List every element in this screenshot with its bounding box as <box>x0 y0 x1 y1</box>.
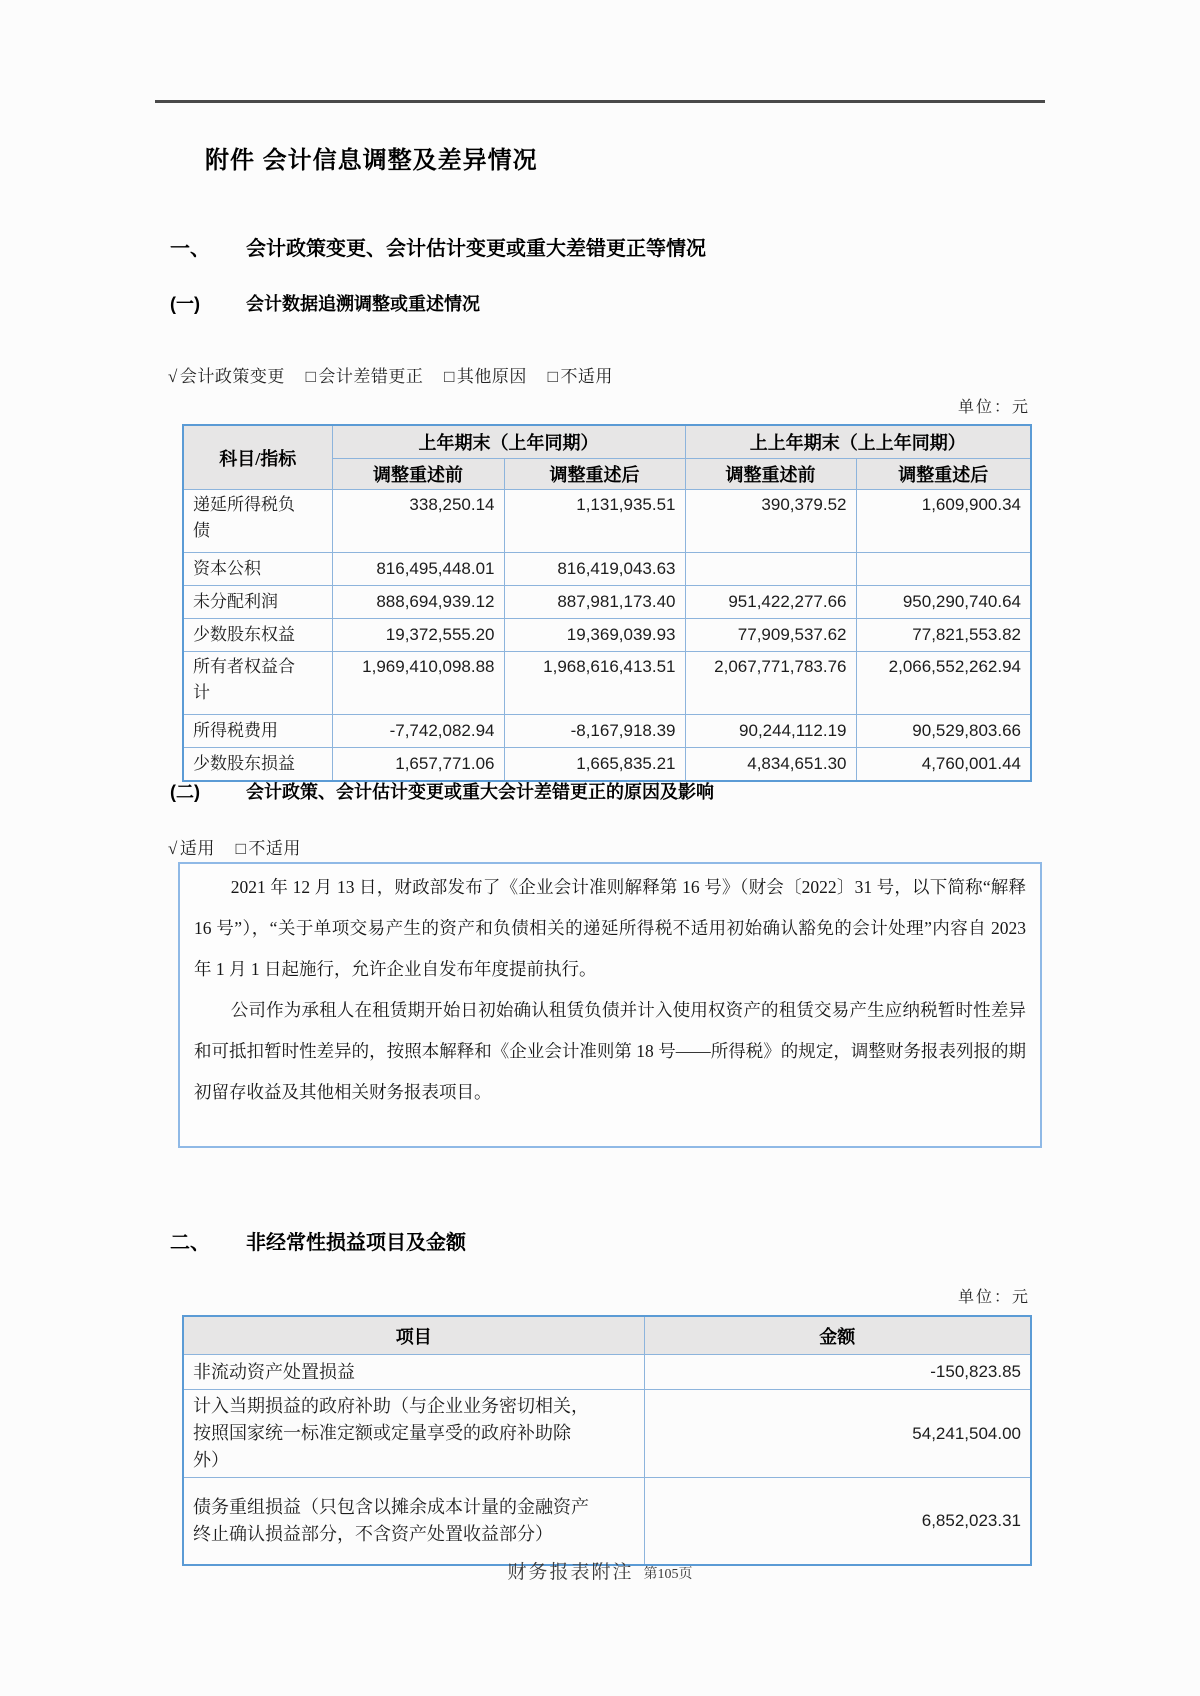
amount-value: 54,241,504.00 <box>644 1390 1031 1478</box>
footer-title: 财务报表附注 <box>507 1562 634 1583</box>
non-recurring-items-table <box>182 1315 1032 1566</box>
table2-header-row <box>183 1316 1031 1355</box>
subsection2-number: (二) <box>170 782 200 802</box>
subsection2-title: 会计政策、会计估计变更或重大会计差错更正的原因及影响 <box>246 782 714 802</box>
cell-value: 1,969,410,098.88 <box>332 652 504 715</box>
cell-value: 77,821,553.82 <box>856 619 1031 652</box>
option-applicable: √ 适用 <box>168 839 215 858</box>
checkbox-empty-icon: □ <box>444 367 455 386</box>
unit-label-table1: 单位：元 <box>957 399 1030 416</box>
section2-title: 非经常性损益项目及金额 <box>246 1232 466 1254</box>
explanation-text-box <box>178 862 1042 1148</box>
subsection1-heading <box>170 290 480 316</box>
table-row <box>183 748 1031 782</box>
table1-header-subject: 科目/指标 <box>183 425 332 490</box>
check-mark-icon: √ <box>168 839 178 858</box>
cell-value: -7,742,082.94 <box>332 715 504 748</box>
cell-value: 888,694,939.12 <box>332 586 504 619</box>
cell-value: 1,665,835.21 <box>504 748 685 782</box>
option-other-reason: □ 其他原因 <box>444 367 527 386</box>
item-label: 计入当期损益的政府补助（与企业业务密切相关，按照国家统一标准定额或定量享受的政府补助除外） <box>183 1390 644 1478</box>
section2-number: 二、 <box>170 1232 210 1254</box>
subsection1-number: (一) <box>170 294 200 314</box>
item-label: 债务重组损益（只包含以摊余成本计量的金融资产终止确认损益部分，不含资产处置收益部分） <box>183 1478 644 1566</box>
cell-value: 1,131,935.51 <box>504 490 685 553</box>
row-label: 资本公积 <box>183 553 332 586</box>
cell-value: 1,968,616,413.51 <box>504 652 685 715</box>
cell-value: 950,290,740.64 <box>856 586 1031 619</box>
option-not-applicable: □ 不适用 <box>547 367 613 386</box>
table-row <box>183 490 1031 553</box>
row-label: 少数股东权益 <box>183 619 332 652</box>
cell-value: 77,909,537.62 <box>685 619 856 652</box>
subsection2-heading <box>170 778 714 804</box>
row-label: 递延所得税负债 <box>183 490 332 553</box>
cell-value: 887,981,173.40 <box>504 586 685 619</box>
cell-value: 951,422,277.66 <box>685 586 856 619</box>
table1-subheader-before-2: 调整重述前 <box>685 459 856 490</box>
section1-title: 会计政策变更、会计估计变更或重大差错更正等情况 <box>246 238 706 260</box>
cell-value: 90,529,803.66 <box>856 715 1031 748</box>
cell-value: 19,369,039.93 <box>504 619 685 652</box>
cell-value: 19,372,555.20 <box>332 619 504 652</box>
table1-subheader-after-1: 调整重述后 <box>504 459 685 490</box>
cell-value: 816,419,043.63 <box>504 553 685 586</box>
table-row <box>183 1355 1031 1390</box>
table1-header-prior-prior-year: 上上年期末（上上年同期） <box>685 425 1031 459</box>
cell-value: 816,495,448.01 <box>332 553 504 586</box>
table-row <box>183 715 1031 748</box>
option-not-applicable: □ 不适用 <box>235 839 301 858</box>
table1-header-row <box>183 425 1031 459</box>
amount-value: 6,852,023.31 <box>644 1478 1031 1566</box>
cell-value: 2,066,552,262.94 <box>856 652 1031 715</box>
page-title: 附件 会计信息调整及差异情况 <box>205 147 538 174</box>
explanation-paragraph-2: 公司作为承租人在租赁期开始日初始确认租赁负债并计入使用权资产的租赁交易产生应纳税暂时性差异和可抵扣暂时性差异的，按照本解释和《企业会计准则第 18 号——所得税》的规定，调整财务报表列报的期初留存收益及其他相关财务报表项目。 <box>194 1000 1026 1102</box>
cell-value: -8,167,918.39 <box>504 715 685 748</box>
applicability-options <box>168 834 317 859</box>
table2-header-amount: 金额 <box>644 1316 1031 1355</box>
table1-header-prior-year: 上年期末（上年同期） <box>332 425 685 459</box>
table1-subheader-before-1: 调整重述前 <box>332 459 504 490</box>
row-label: 未分配利润 <box>183 586 332 619</box>
page-footer <box>0 1557 1200 1584</box>
section2-heading <box>170 1226 466 1255</box>
table-row <box>183 586 1031 619</box>
section1-heading <box>170 232 706 261</box>
explanation-paragraph-1: 2021 年 12 月 13 日，财政部发布了《企业会计准则解释第 16 号》（财会〔2022〕31 号，以下简称“解释 16 号”），“关于单项交易产生的资产和负债相关的递延所得税不适用初始确认豁免的会计处理”内容自 2023 年 1 月 1 日起施行，允许企业自发布年度提前执行。 <box>194 877 1026 979</box>
table2-header-item: 项目 <box>183 1316 644 1355</box>
cell-value: 4,834,651.30 <box>685 748 856 782</box>
cell-value: 2,067,771,783.76 <box>685 652 856 715</box>
cell-value: 390,379.52 <box>685 490 856 553</box>
cell-value: 1,609,900.34 <box>856 490 1031 553</box>
option-policy-change: √ 会计政策变更 <box>168 367 285 386</box>
footer-page-number: 第105页 <box>643 1567 693 1582</box>
cell-value: 4,760,001.44 <box>856 748 1031 782</box>
row-label: 所有者权益合计 <box>183 652 332 715</box>
cell-value: 1,657,771.06 <box>332 748 504 782</box>
table-row <box>183 1390 1031 1478</box>
checkbox-empty-icon: □ <box>305 367 317 386</box>
table-row <box>183 652 1031 715</box>
accounting-adjustment-table <box>182 424 1032 782</box>
table1-subheader-after-2: 调整重述后 <box>856 459 1031 490</box>
checkbox-empty-icon: □ <box>235 839 247 858</box>
row-label: 少数股东损益 <box>183 748 332 782</box>
subsection1-title: 会计数据追溯调整或重述情况 <box>246 294 480 314</box>
table-row <box>183 1478 1031 1566</box>
cell-value <box>685 553 856 586</box>
item-label: 非流动资产处置损益 <box>183 1355 644 1390</box>
header-rule <box>155 100 1045 103</box>
table-row <box>183 553 1031 586</box>
cell-value: 90,244,112.19 <box>685 715 856 748</box>
checkbox-empty-icon: □ <box>547 367 559 386</box>
option-error-correction: □ 会计差错更正 <box>305 367 424 386</box>
adjustment-type-options <box>168 362 629 387</box>
check-mark-icon: √ <box>168 367 178 386</box>
cell-value: 338,250.14 <box>332 490 504 553</box>
cell-value <box>856 553 1031 586</box>
section1-number: 一、 <box>170 238 210 260</box>
unit-label-table2: 单位：元 <box>957 1289 1030 1306</box>
table-row <box>183 619 1031 652</box>
row-label: 所得税费用 <box>183 715 332 748</box>
amount-value: -150,823.85 <box>644 1355 1031 1390</box>
